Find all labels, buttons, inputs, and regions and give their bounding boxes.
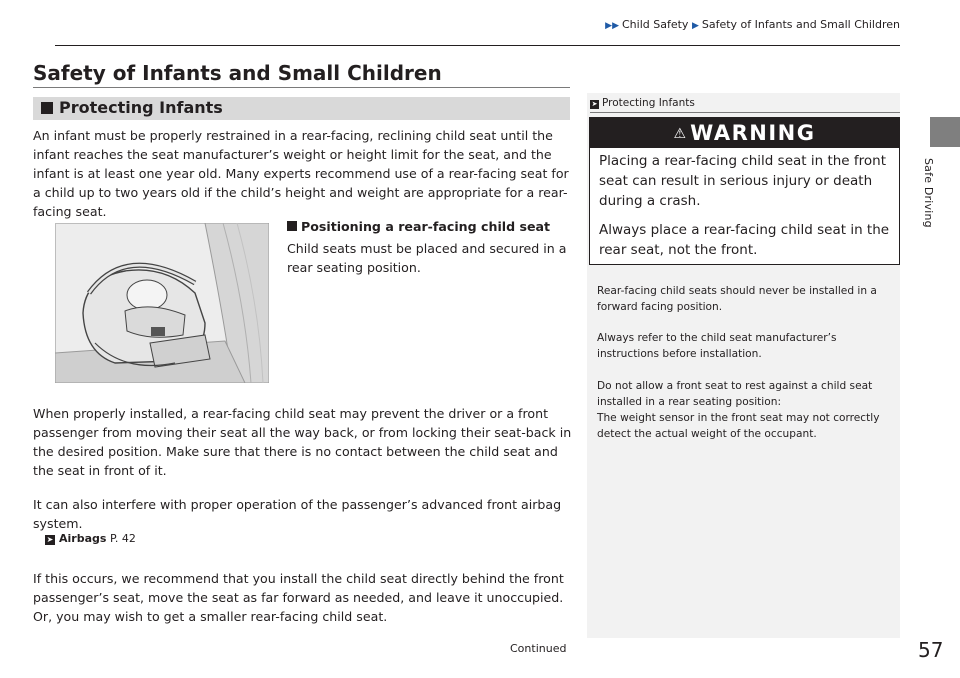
positioning-heading bbox=[287, 219, 550, 234]
note-3 bbox=[597, 378, 895, 442]
paragraph-intro: An infant must be properly restrained in a rear-facing, reclining child seat until the infant reaches the seat manufacturer’s weight or height limit for the seat, and the infant is at least one year old. Many experts recommend use of a rear-facing seat for a child up to two years old if the child’s height and weight are appropriate for a rear-facing seat. bbox=[33, 128, 569, 219]
warning-word: WARNING bbox=[690, 121, 816, 145]
arrow-icon: ▶ bbox=[691, 21, 699, 31]
positioning-body: Child seats must be placed and secured in a rear seating position. bbox=[287, 241, 567, 275]
section-title: Protecting Infants bbox=[59, 98, 223, 117]
section-square-icon bbox=[287, 221, 297, 231]
warning-banner bbox=[590, 118, 899, 148]
xref-label[interactable]: Airbags bbox=[59, 532, 107, 545]
page-title: Safety of Infants and Small Children bbox=[33, 61, 442, 85]
warning-text-1: Placing a rear-facing child seat in the front seat can result in serious injury or death during a crash. bbox=[599, 153, 887, 209]
note-3a: Do not allow a front seat to rest against a child seat installed in a rear seating position: bbox=[597, 380, 873, 408]
breadcrumb bbox=[605, 18, 900, 31]
breadcrumb-item-1[interactable]: Child Safety bbox=[622, 18, 689, 31]
sidebar-rule bbox=[590, 112, 900, 113]
arrow-icon: ▶▶ bbox=[605, 21, 619, 31]
paragraph-recommendation: If this occurs, we recommend that you install the child seat directly behind the front passenger’s seat, move the seat as far forward as needed, and leave it unoccupied. Or, you may wish to get a smaller rear-facing child seat. bbox=[33, 571, 564, 624]
header-rule bbox=[55, 45, 900, 46]
paragraph-airbag: It can also interfere with proper operation of the passenger’s advanced front airbag system. bbox=[33, 497, 562, 531]
positioning-heading-text: Positioning a rear-facing child seat bbox=[301, 219, 551, 234]
airbags-cross-reference[interactable] bbox=[45, 532, 136, 545]
sidebar-heading-text: Protecting Infants bbox=[602, 97, 695, 109]
warning-text-2: Always place a rear-facing child seat in the rear seat, not the front. bbox=[599, 222, 890, 258]
warning-triangle-icon: ⚠ bbox=[673, 126, 687, 142]
note-2: Always refer to the child seat manufacturer’s instructions before installation. bbox=[597, 332, 837, 360]
note-3b: The weight sensor in the front seat may not correctly detect the actual weight of the occupant. bbox=[597, 412, 880, 440]
chapter-tab-marker[interactable] bbox=[930, 117, 960, 147]
reference-arrow-icon: ➤ bbox=[591, 100, 598, 108]
note-1: Rear-facing child seats should never be installed in a forward facing position. bbox=[597, 285, 877, 313]
page-number: 57 bbox=[918, 638, 944, 662]
title-rule bbox=[33, 87, 570, 88]
reference-arrow-icon: ➤ bbox=[46, 535, 54, 544]
xref-page[interactable]: P. 42 bbox=[109, 532, 136, 545]
section-square-icon bbox=[41, 102, 53, 114]
chapter-tab-label: Safe Driving bbox=[922, 158, 935, 228]
paragraph-installation: When properly installed, a rear-facing child seat may prevent the driver or a front passenger from moving their seat all the way back, or from locking their seat-back in the desired position. Make sure that there is no contact between the child seat and the seat in front of it. bbox=[33, 406, 572, 478]
chapter-tab[interactable] bbox=[918, 158, 960, 238]
sidebar-heading bbox=[590, 97, 695, 109]
continued-label: Continued bbox=[510, 642, 567, 655]
rear-facing-child-seat-illustration bbox=[55, 223, 269, 383]
breadcrumb-item-2[interactable]: Safety of Infants and Small Children bbox=[701, 18, 900, 31]
section-header bbox=[33, 97, 570, 120]
